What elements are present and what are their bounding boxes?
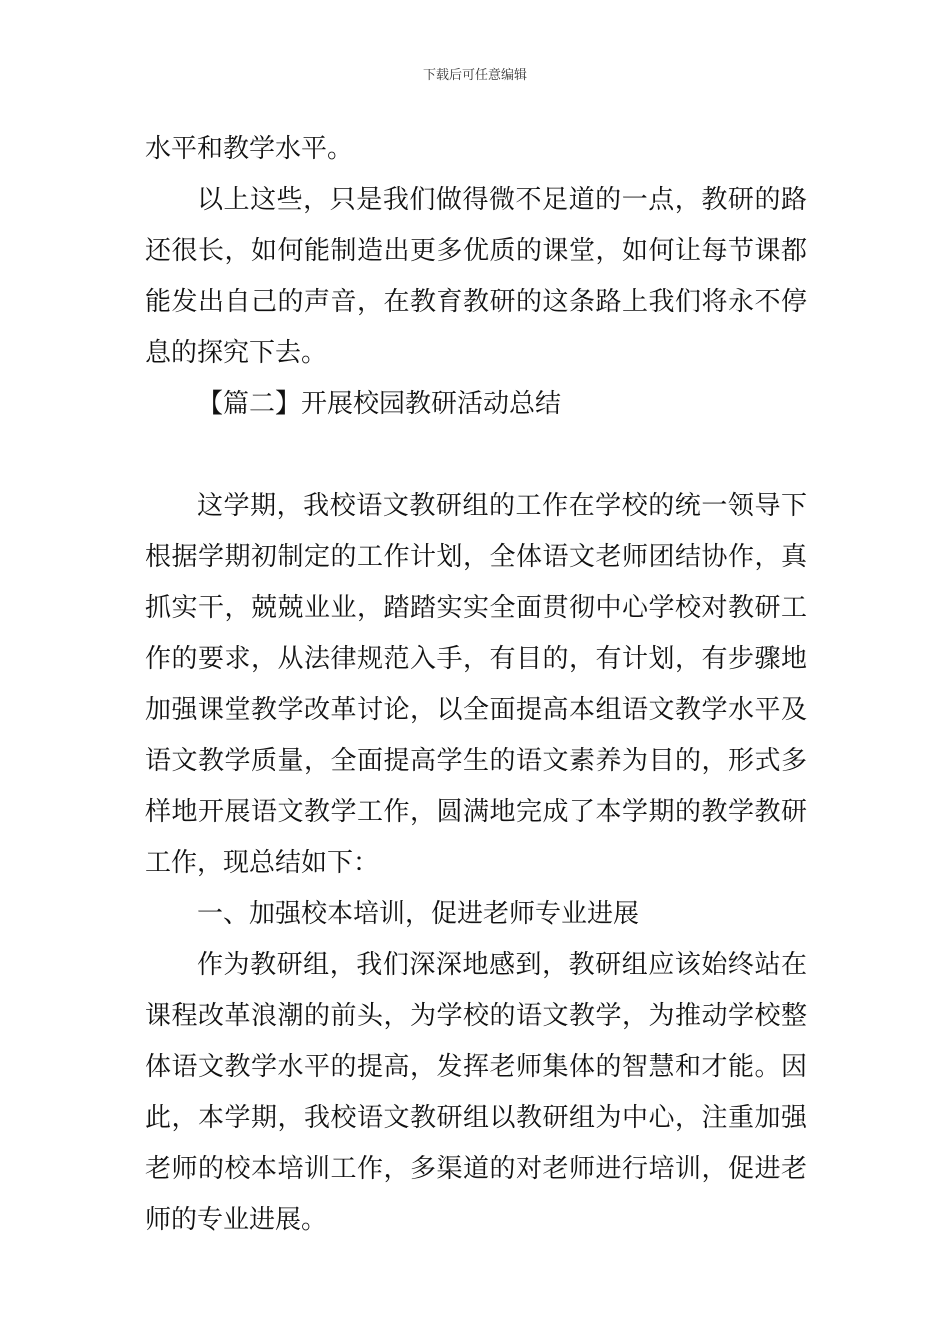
text-line: 体语文教学水平的提高，发挥老师集体的智慧和才能。因 bbox=[145, 1052, 807, 1082]
page-header: 下载后可任意编辑 bbox=[422, 68, 527, 83]
text-line: 老师的校本培训工作，多渠道的对老师进行培训，促进老 bbox=[145, 1154, 807, 1184]
text-line: 能发出自己的声音，在教育教研的这条路上我们将永不停 bbox=[145, 287, 807, 317]
subsection-heading: 一、加强校本培训，促进老师专业进展 bbox=[197, 899, 640, 929]
text-line: 样地开展语文教学工作，圆满地完成了本学期的教学教研 bbox=[145, 797, 807, 827]
text-line: 抓实干，兢兢业业，踏踏实实全面贯彻中心学校对教研工 bbox=[145, 593, 807, 623]
text-line: 息的探究下去。 bbox=[145, 338, 328, 368]
text-line: 这学期，我校语文教研组的工作在学校的统一领导下 bbox=[197, 491, 807, 521]
text-line: 师的专业进展。 bbox=[145, 1205, 328, 1235]
text-line: 课程改革浪潮的前头，为学校的语文教学，为推动学校整 bbox=[145, 1001, 807, 1031]
text-line: 作的要求，从法律规范入手，有目的，有计划，有步骤地 bbox=[145, 644, 807, 674]
text-line: 还很长，如何能制造出更多优质的课堂，如何让每节课都 bbox=[145, 236, 807, 266]
blank-line bbox=[145, 430, 807, 481]
text-line: 根据学期初制定的工作计划，全体语文老师团结协作，真 bbox=[145, 542, 807, 572]
section-heading: 【篇二】开展校园教研活动总结 bbox=[197, 389, 562, 419]
text-line: 语文教学质量，全面提高学生的语文素养为目的，形式多 bbox=[145, 746, 807, 776]
text-line: 水平和教学水平。 bbox=[145, 134, 354, 164]
document-body bbox=[145, 124, 807, 1246]
text-line: 工作，现总结如下： bbox=[145, 848, 380, 878]
text-line: 以上这些，只是我们做得微不足道的一点，教研的路 bbox=[197, 185, 807, 215]
text-line: 此，本学期，我校语文教研组以教研组为中心，注重加强 bbox=[145, 1103, 807, 1133]
text-line: 作为教研组，我们深深地感到，教研组应该始终站在 bbox=[197, 950, 807, 980]
text-line: 加强课堂教学改革讨论，以全面提高本组语文教学水平及 bbox=[145, 695, 807, 725]
